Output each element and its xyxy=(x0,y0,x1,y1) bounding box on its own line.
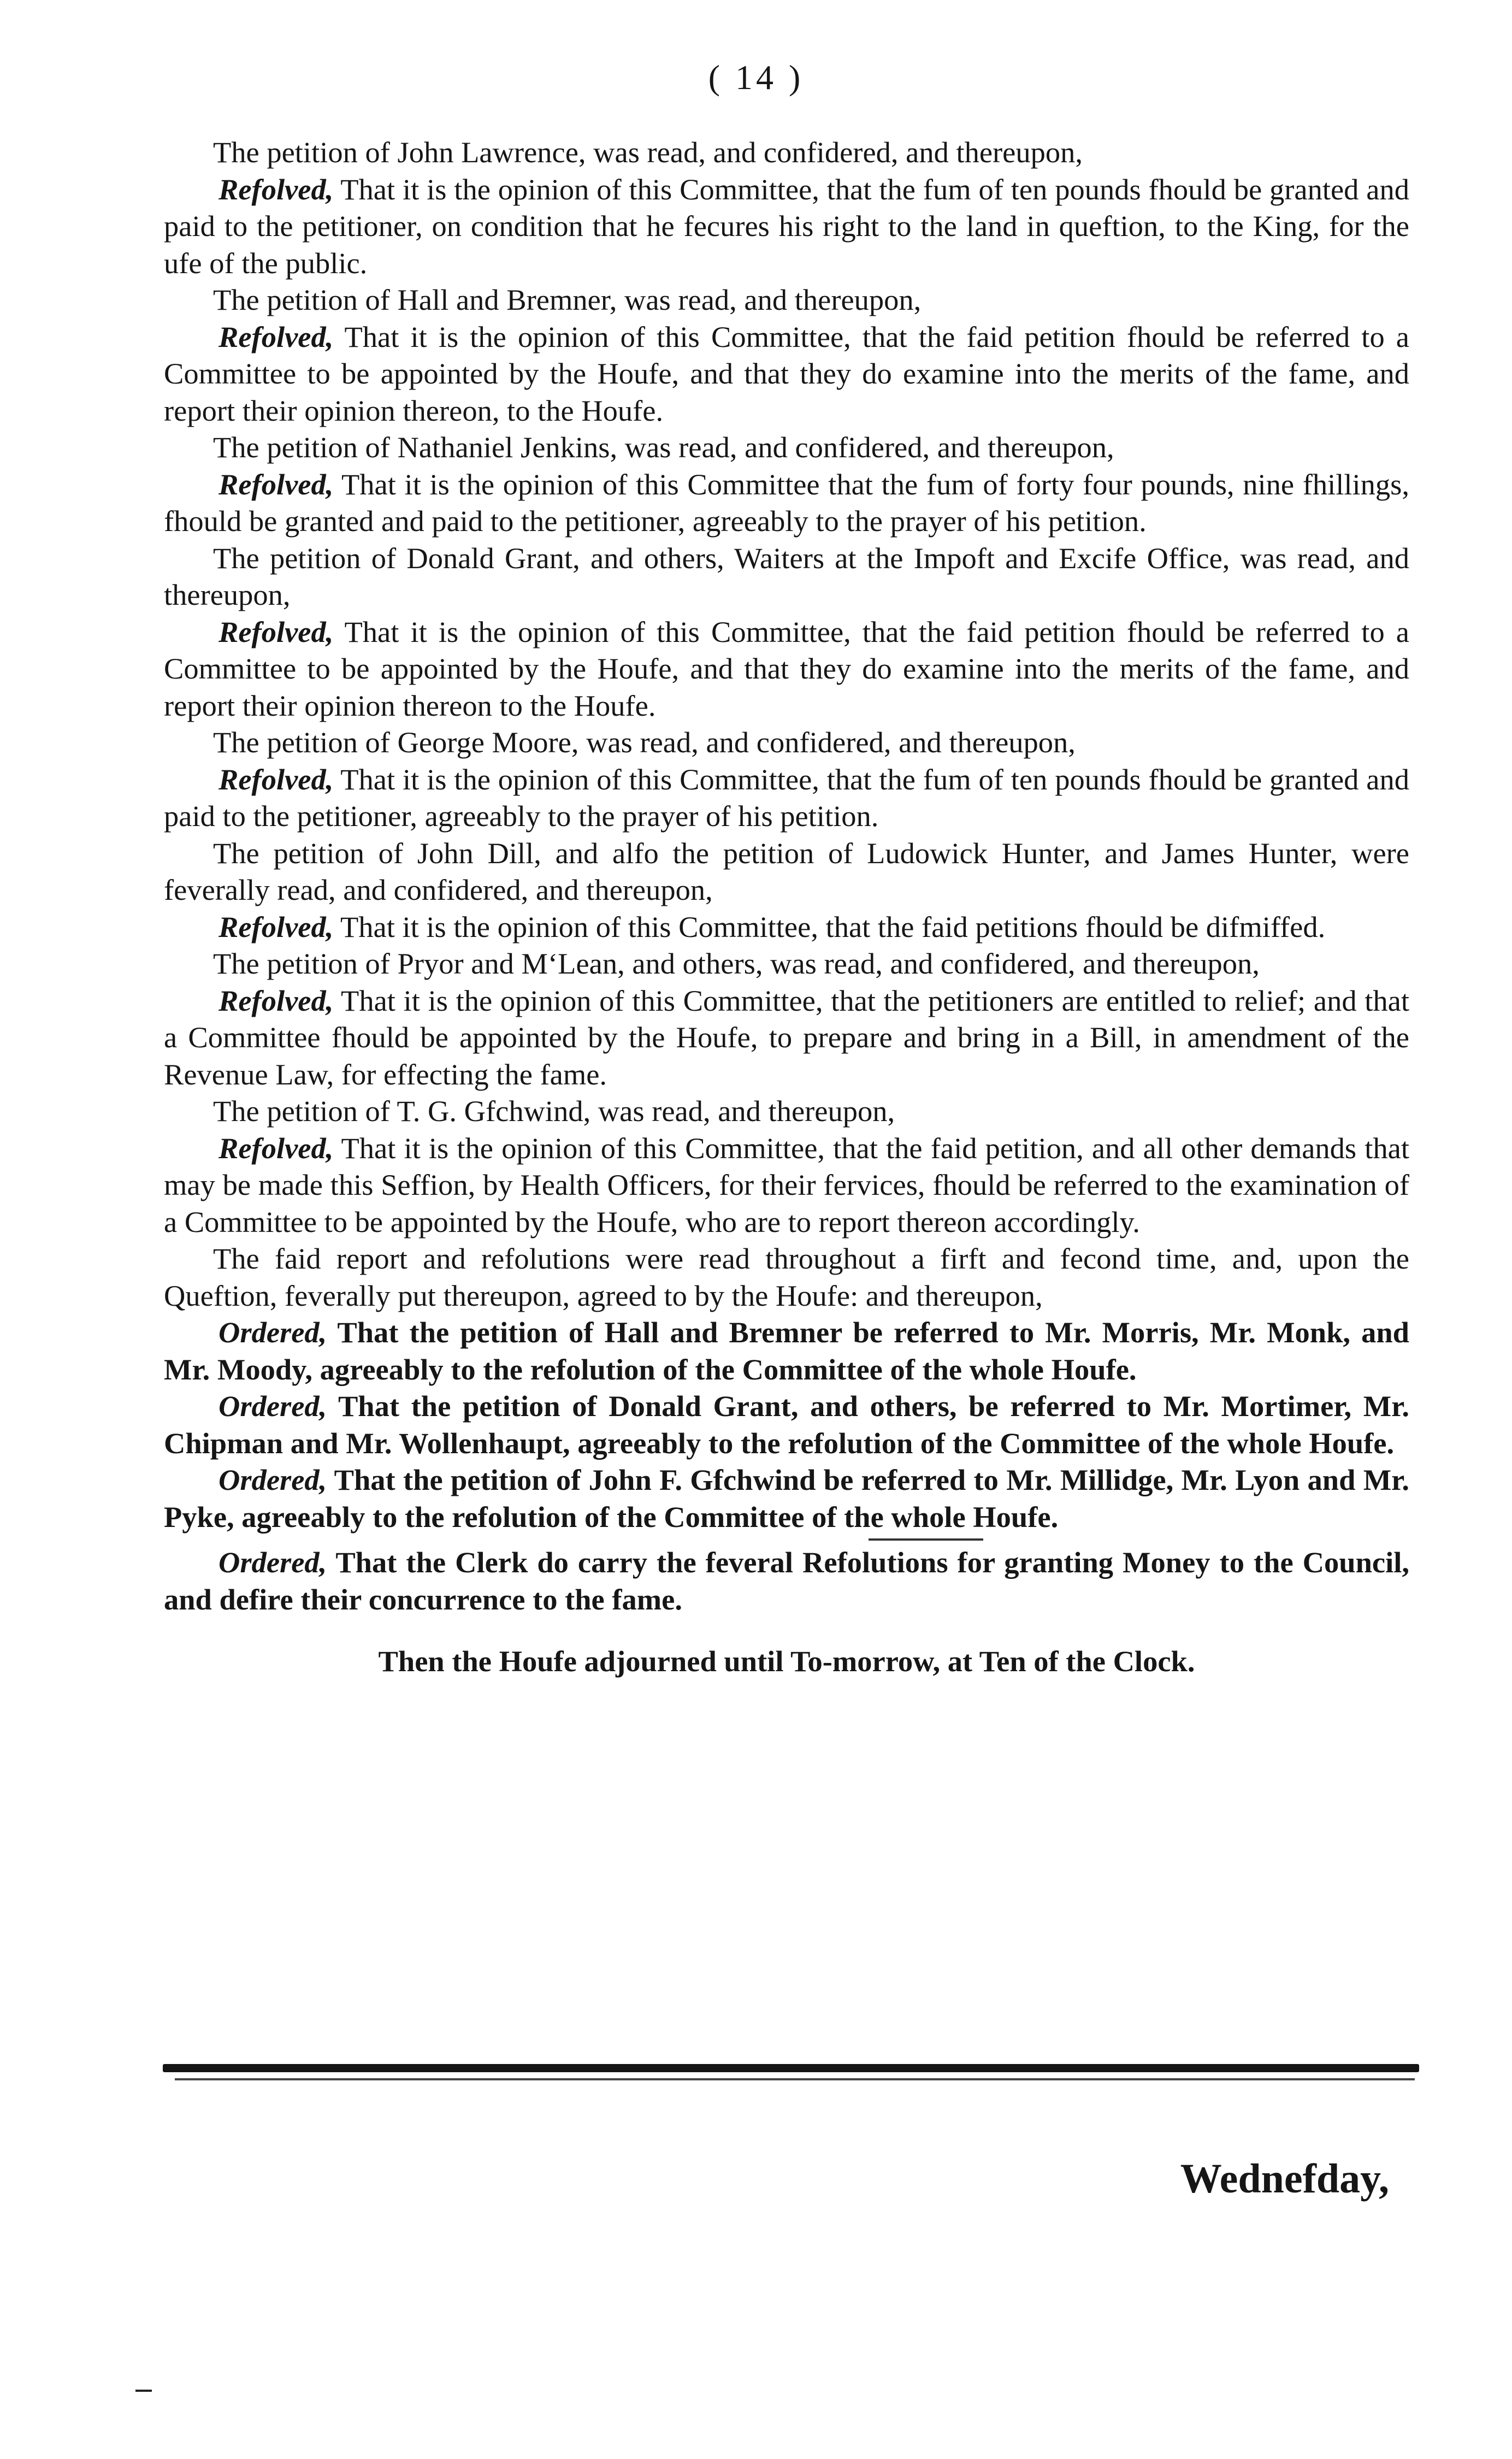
paragraph-text: The petition of Pryor and M‘Lean, and others, was read, and confidered, and thereupon, xyxy=(213,947,1260,980)
paragraph-text: That it is the opinion of this Committee that the fum of forty four pounds, nine fhillings, fhould be granted and paid to the petitioner, agreeably to the prayer of his petition. xyxy=(164,467,1409,538)
resolved-lead: Refolved, xyxy=(218,467,334,501)
paragraph-resolution-grant xyxy=(164,614,1409,724)
paragraph-petition-hall-bremner xyxy=(164,281,1409,319)
ordered-lead: Ordered, xyxy=(218,1316,327,1349)
end-rule-thin xyxy=(175,2078,1415,2080)
resolved-lead: Refolved, xyxy=(218,910,334,943)
margin-mark xyxy=(135,2390,152,2392)
paragraph-text: That it is the opinion of this Committee, that the fum of ten pounds fhould be granted and paid to the petitioner, agreeably to the prayer of his petition. xyxy=(164,762,1409,833)
catchword: Wednefday, xyxy=(1180,2156,1389,2202)
paragraph-resolution-moore xyxy=(164,761,1409,835)
resolved-lead: Refolved, xyxy=(218,983,334,1017)
paragraph-text: That it is the opinion of this Committee, that the faid petition, and all other demands that may be made this Seffion, by Health Officers, for their fervices, fhould be referred to the examination of a Committee to be appointed by the Houfe, who are to report thereon accordingly. xyxy=(164,1131,1409,1239)
paragraph-text: The petition of John Lawrence, was read, and confidered, and thereupon, xyxy=(213,135,1083,169)
paragraph-text: That the petition of John F. Gfchwind be referred to Mr. Millidge, Mr. Lyon and Mr. Pyke, agreeably to the refolution of the Committee of the whole Houfe. xyxy=(164,1463,1409,1534)
paragraph-text: That the Clerk do carry the feveral Refolutions for granting Money to the Council, and defire their concurrence to the fame. xyxy=(164,1546,1409,1616)
paragraph-resolution-lawrence xyxy=(164,171,1409,282)
ordered-lead: Ordered, xyxy=(218,1463,327,1496)
paragraph-resolution-jenkins xyxy=(164,466,1409,540)
adjournment-line: Then the Houfe adjourned until To-morrow, at Ten of the Clock. xyxy=(378,1644,1195,1678)
ordered-lead: Ordered, xyxy=(218,1389,327,1423)
page-number: ( 14 ) xyxy=(708,58,804,97)
paragraph-text: The petition of Nathaniel Jenkins, was read, and confidered, and thereupon, xyxy=(213,431,1114,464)
paragraph-petition-pryor-mclean xyxy=(164,945,1409,982)
paragraph-text: The faid report and refolutions were read throughout a firft and fecond time, and, upon the Queftion, feverally put thereupon, agreed to by the Houfe: and thereupon, xyxy=(164,1242,1409,1312)
section-divider xyxy=(869,1538,983,1541)
end-rule-thick xyxy=(163,2064,1419,2072)
paragraph-order-gschwind xyxy=(164,1461,1409,1535)
paragraph-text: That it is the opinion of this Committee, that the faid petition fhould be referred to a Committee to be appointed by the Houfe, and that they do examine into the merits of the fame, and report their opinion thereon to the Houfe. xyxy=(164,615,1409,722)
resolved-lead: Refolved, xyxy=(218,762,334,796)
paragraph-order-grant xyxy=(164,1388,1409,1461)
paragraph-resolution-pryor-mclean xyxy=(164,982,1409,1093)
paragraph-text: That it is the opinion of this Committee, that the faid petition fhould be referred to a Committee to be appointed by the Houfe, and that they do examine into the merits of the fame, and report their opinion thereon, to the Houfe. xyxy=(164,320,1409,427)
paragraph-order-clerk xyxy=(164,1544,1409,1618)
paragraph-text: The petition of George Moore, was read, and confidered, and thereupon, xyxy=(213,726,1076,759)
paragraph-report-agreed xyxy=(164,1240,1409,1314)
paragraph-resolution-dill-hunter xyxy=(164,909,1409,946)
paragraph-text: That the petition of Donald Grant, and others, be referred to Mr. Mortimer, Mr. Chipman and Mr. Wollenhaupt, agreeably to the refolution of the Committee of the whole Houfe. xyxy=(164,1389,1409,1460)
paragraph-petition-lawrence xyxy=(164,134,1409,171)
paragraph-order-hall-bremner xyxy=(164,1314,1409,1388)
paragraph-petition-moore xyxy=(164,724,1409,761)
paragraph-petition-gschwind xyxy=(164,1093,1409,1130)
paragraph-text: The petition of Donald Grant, and others, Waiters at the Impoft and Excife Office, was read, and thereupon, xyxy=(164,541,1409,611)
paragraph-text: That it is the opinion of this Committee, that the fum of ten pounds fhould be granted and paid to the petitioner, on condition that he fecures his right to the land in queftion, to the King, for the ufe of the public. xyxy=(164,172,1409,280)
paragraph-petition-grant xyxy=(164,540,1409,614)
paragraph-text: That it is the opinion of this Committee, that the faid petitions fhould be difmiffed. xyxy=(333,910,1326,943)
paragraph-text: The petition of Hall and Bremner, was read, and thereupon, xyxy=(213,283,922,316)
journal-body xyxy=(164,134,1409,1680)
paragraph-text: That the petition of Hall and Bremner be referred to Mr. Morris, Mr. Monk, and Mr. Moody, agreeably to the refolution of the Committee of the whole Houfe. xyxy=(164,1316,1409,1386)
paragraph-petition-jenkins xyxy=(164,429,1409,466)
resolved-lead: Refolved, xyxy=(218,615,334,648)
paragraph-text: That it is the opinion of this Committee, that the petitioners are entitled to relief; and that a Committee fhould be appointed by the Houfe, to prepare and bring in a Bill, in amendment of the Revenue Law, for effecting the fame. xyxy=(164,983,1409,1091)
resolved-lead: Refolved, xyxy=(218,1131,334,1165)
resolved-lead: Refolved, xyxy=(218,320,334,353)
paragraph-petition-dill-hunter xyxy=(164,835,1409,909)
paragraph-text: The petition of T. G. Gfchwind, was read, and thereupon, xyxy=(213,1094,895,1128)
resolved-lead: Refolved, xyxy=(218,172,334,206)
paragraph-text: The petition of John Dill, and alfo the petition of Ludowick Hunter, and James Hunter, were feverally read, and confidered, and thereupon, xyxy=(164,836,1409,906)
paragraph-resolution-gschwind xyxy=(164,1130,1409,1241)
paragraph-resolution-hall-bremner xyxy=(164,319,1409,429)
ordered-lead: Ordered, xyxy=(218,1546,327,1579)
